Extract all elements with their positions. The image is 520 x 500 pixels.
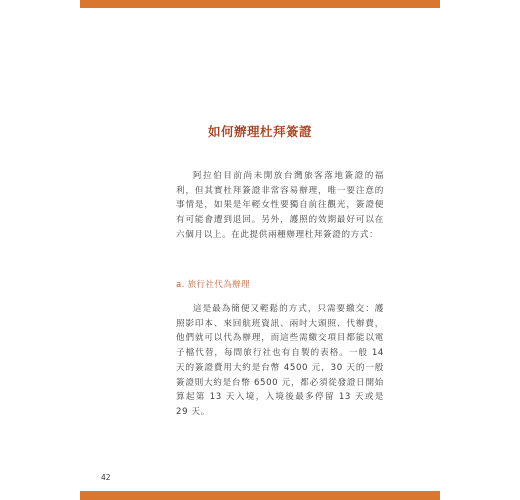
top-accent-band bbox=[80, 0, 440, 8]
intro-paragraph: 阿拉伯目前尚未開放台灣旅客落地簽證的福利，但其實杜拜簽證非常容易辦理，唯一要注意的事情是，如果是年輕女性要獨自前往觀光，簽證便有可能會遭到退回。另外，護照的效期最好可以在六個月以上。在此提供兩種辦理杜拜簽證的方式： bbox=[176, 171, 384, 240]
bottom-accent-band bbox=[80, 491, 440, 500]
page-number: 42 bbox=[101, 473, 111, 482]
page-title: 如何辦理杜拜簽證 bbox=[207, 124, 312, 139]
section-paragraph: 這是最為簡便又輕鬆的方式，只需要繳交：護照影印本、來回航班資訊、兩吋大頭照、代辦費，他們就可以代為辦理，而這些需繳交項目都能以電子檔代替，每間旅行社也有自製的表格。一般 14 天的簽證費用大約是台幣 4500 元，30 天的一般簽證則大約是台幣 6500 元，都必須從發證日開始算起第 13 天入境，入境後最多停留 13 天或是 29 天。 bbox=[176, 304, 384, 417]
section-heading: a. 旅行社代為辦理 bbox=[176, 280, 250, 290]
